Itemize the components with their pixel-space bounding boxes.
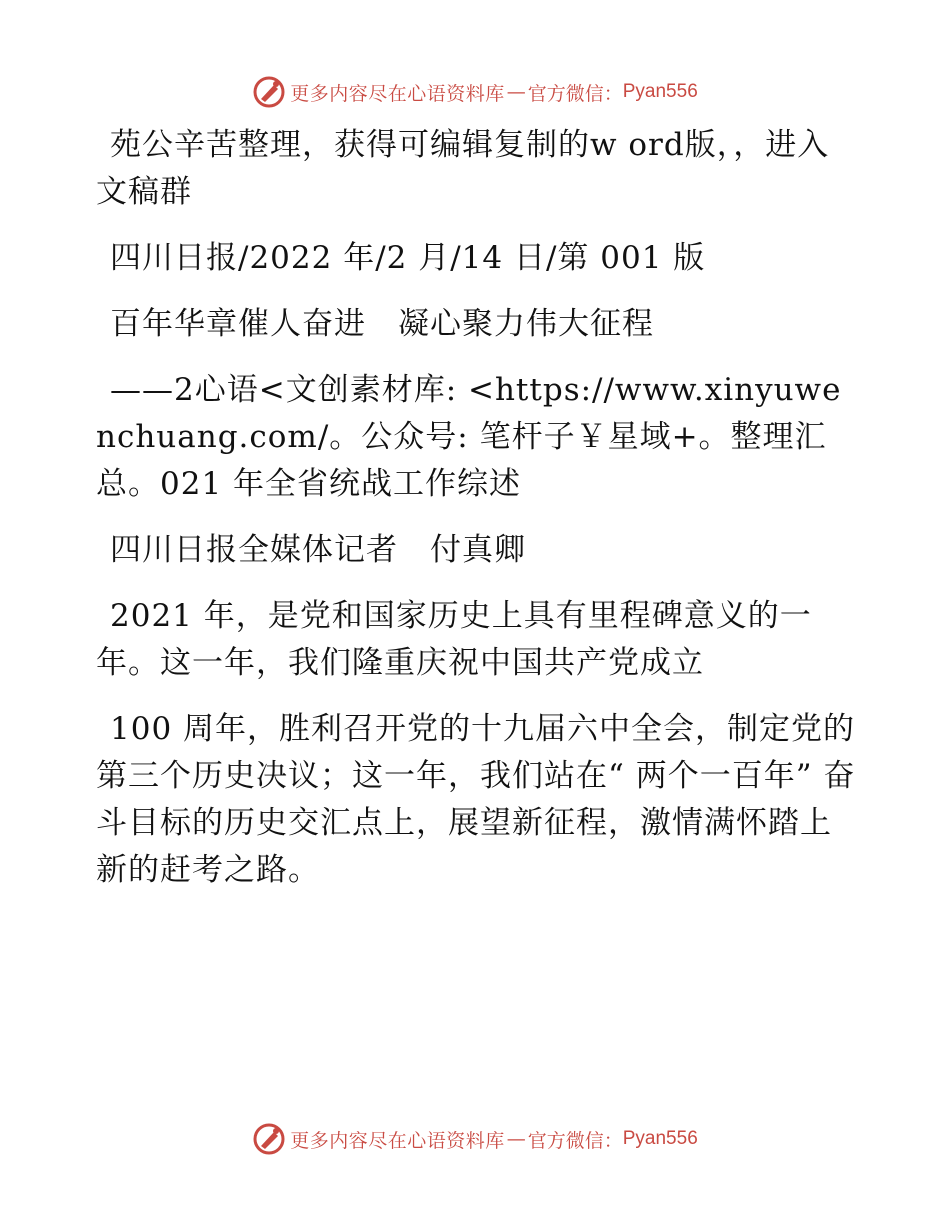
header-watermark [0,70,950,114]
paragraph-body-1: 2021 年，是党和国家历史上具有里程碑意义的一年。这一年，我们隆重庆祝中国共产党成立 [96,598,812,681]
watermark-wechat-id: Pyan556 [622,81,698,102]
watermark-separator: — [506,1128,526,1150]
footer-watermark [0,1117,950,1161]
article-title: 百年华章催人奋进 凝心聚力伟大征程 [110,306,654,342]
article-subtitle: ——2心语<文创素材库: <https://www.xinyuwenchuang.com/。公众号: 笔杆子￥星域+。整理汇总。021 年全省统战工作综述 [96,372,842,502]
pen-logo-icon [252,1122,286,1156]
watermark-site-text: 更多内容尽在心语资料库 [290,82,505,105]
watermark-wechat-id: Pyan556 [622,1128,698,1149]
watermark-wechat-label: 官方微信： [527,82,623,105]
paragraph-note: 苑公辛苦整理，获得可编辑复制的w ord版，，进入文稿群 [96,127,830,210]
watermark-separator: — [506,81,526,103]
paragraph-body-2: 100 周年，胜利召开党的十九届六中全会，制定党的第三个历史决议；这一年，我们站在“ 两个一百年” 奋斗目标的历史交汇点上，展望新征程，激情满怀踏上新的赶考之路。 [96,711,856,888]
paragraph-source: 四川日报/2022 年/2 月/14 日/第 001 版 [110,240,706,276]
document-body [96,122,856,913]
watermark-wechat-label: 官方微信： [527,1129,623,1152]
article-byline: 四川日报全媒体记者 付真卿 [110,532,526,568]
pen-logo-icon [252,75,286,109]
watermark-site-text: 更多内容尽在心语资料库 [290,1129,505,1152]
